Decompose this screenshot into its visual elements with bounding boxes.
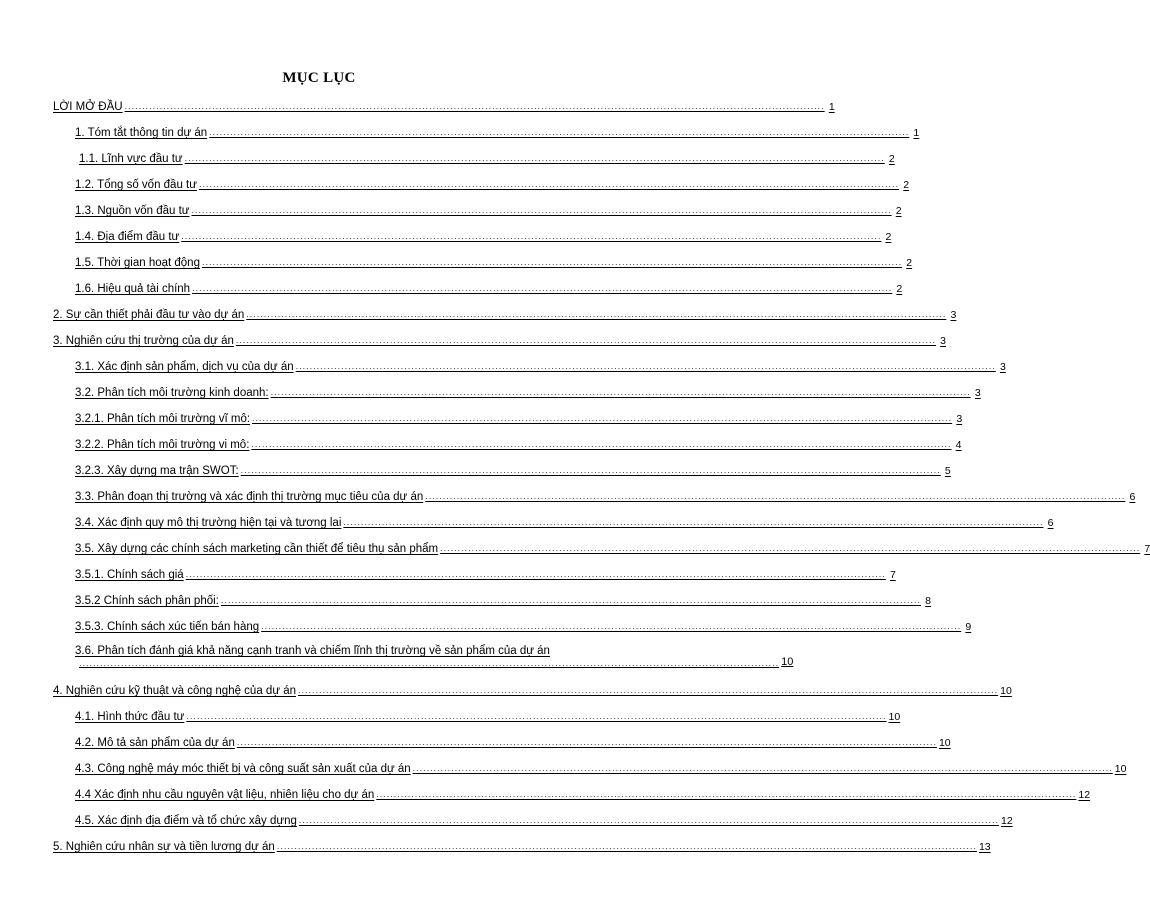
leader-dots: ........................................................................................................................................................................................................ bbox=[185, 569, 886, 579]
toc-entry-3-6-continuation[interactable] bbox=[79, 654, 794, 668]
leader-dots: ........................................................................................................................................................................................................ bbox=[220, 595, 921, 605]
toc-entry-loi-mo-dau[interactable] bbox=[53, 96, 835, 114]
toc-entry-text: 1.3. Nguồn vốn đầu tư bbox=[75, 205, 190, 217]
leader-dots: ........................................................................................................................................................................................................ bbox=[235, 335, 936, 345]
leader-dots: ........................................................................................................................................................................................................ bbox=[184, 153, 885, 163]
toc-entry-text: 3.2.1. Phân tích môi trường vĩ mô: bbox=[75, 413, 251, 425]
toc-entry-text: 4. Nghiên cứu kỹ thuật và công nghệ của dự án bbox=[53, 685, 296, 697]
toc-entry-page: 13 bbox=[978, 841, 991, 853]
leader-dots: ........................................................................................................................................................................................................ bbox=[236, 737, 937, 747]
toc-entry-text: 4.3. Công nghệ máy móc thiết bị và công suất sản xuất của dự án bbox=[75, 763, 411, 775]
leader-dots: ........................................................................................................................................................................................................ bbox=[251, 439, 952, 449]
leader-dots: ........................................................................................................................................................................................................ bbox=[79, 658, 780, 668]
toc-entry-text: 1.4. Địa điểm đầu tư bbox=[75, 231, 180, 243]
leader-dots: ........................................................................................................................................................................................................ bbox=[186, 711, 887, 721]
toc-entry-text: 2. Sự cần thiết phải đầu tư vào dự án bbox=[53, 309, 245, 321]
toc-entry-page: 2 bbox=[896, 283, 903, 295]
toc-entry-text: LỜI MỞ ĐẦU bbox=[53, 101, 123, 113]
toc-entry-page: 10 bbox=[938, 737, 951, 749]
toc-entry-text: 4.2. Mô tả sản phẩm của dự án bbox=[75, 737, 235, 749]
leader-dots: ........................................................................................................................................................................................................ bbox=[276, 841, 977, 851]
leader-dots: ........................................................................................................................................................................................................ bbox=[192, 283, 893, 293]
toc-entry-page: 10 bbox=[888, 711, 901, 723]
toc-entry-page: 2 bbox=[903, 179, 910, 191]
toc-entry-page: 5 bbox=[944, 465, 951, 477]
toc-entry-3-5-1[interactable] bbox=[75, 564, 896, 582]
toc-entry-text: 3.2. Phân tích môi trường kinh doanh: bbox=[75, 387, 269, 399]
toc-entry-page: 7 bbox=[889, 569, 896, 581]
toc-entry-1[interactable] bbox=[75, 122, 920, 140]
toc-entry-text: 3.5. Xây dựng các chính sách marketing cần thiết để tiêu thụ sản phẩm bbox=[75, 543, 439, 555]
toc-entry-2[interactable] bbox=[53, 304, 957, 322]
toc-entry-3[interactable] bbox=[53, 330, 946, 348]
toc-entry-page: 10 bbox=[1114, 763, 1127, 775]
toc-entry-text: 1.1. Lĩnh vực đầu tư bbox=[79, 153, 183, 165]
leader-dots: ........................................................................................................................................................................................................ bbox=[252, 413, 953, 423]
toc-entry-text: 3.5.1. Chính sách giá bbox=[75, 569, 184, 581]
toc-entry-page: 2 bbox=[888, 153, 895, 165]
toc-entry-text: 4.1. Hình thức đầu tư bbox=[75, 711, 185, 723]
toc-entry-4[interactable] bbox=[53, 680, 1012, 698]
toc-entry-page: 3 bbox=[974, 387, 981, 399]
toc-entry-3-5-2[interactable] bbox=[75, 590, 931, 608]
toc-entry-page: 3 bbox=[950, 309, 957, 321]
toc-entry-page: 8 bbox=[925, 595, 931, 607]
toc-entry-page: 10 bbox=[1000, 685, 1012, 697]
leader-dots: ........................................................................................................................................................................................................ bbox=[440, 543, 1141, 553]
toc-entry-4-3[interactable] bbox=[75, 758, 1127, 776]
toc-entry-5[interactable] bbox=[53, 836, 991, 854]
toc-entry-3-4[interactable] bbox=[75, 512, 1054, 530]
toc-entry-3-2-3[interactable] bbox=[75, 460, 951, 478]
toc-entry-page: 3 bbox=[940, 335, 946, 347]
toc-entry-page: 12 bbox=[1078, 789, 1091, 801]
toc-entry-text: 3. Nghiên cứu thị trường của dự án bbox=[53, 335, 234, 347]
toc-entry-text: 3.5.2 Chính sách phân phối: bbox=[75, 595, 219, 607]
toc-entry-text: 1.6. Hiệu quả tài chính bbox=[75, 283, 191, 295]
toc-entry-1-2[interactable] bbox=[75, 174, 910, 192]
leader-dots: ........................................................................................................................................................................................................ bbox=[298, 685, 999, 695]
toc-entry-text: 3.5.3. Chính sách xúc tiến bán hàng bbox=[75, 621, 260, 633]
leader-dots: ........................................................................................................................................................................................................ bbox=[246, 309, 947, 319]
toc-entry-text: 3.2.3. Xây dựng ma trận SWOT: bbox=[75, 465, 239, 477]
toc-entry-page: 3 bbox=[999, 361, 1006, 373]
toc-entry-3-2[interactable] bbox=[75, 382, 981, 400]
toc-entry-1-4[interactable] bbox=[75, 226, 892, 244]
toc-entry-text: 3.1. Xác định sản phẩm, dịch vụ của dự án bbox=[75, 361, 294, 373]
leader-dots: ........................................................................................................................................................................................................ bbox=[425, 491, 1126, 501]
toc-entry-1-5[interactable] bbox=[75, 252, 913, 270]
toc-entry-3-5[interactable] bbox=[75, 538, 1150, 556]
leader-dots: ........................................................................................................................................................................................................ bbox=[209, 127, 910, 137]
toc-entry-page: 4 bbox=[955, 439, 962, 451]
toc-entry-text: 3.4. Xác định quy mô thị trường hiện tại và tương lai bbox=[75, 517, 342, 529]
toc-entry-4-5[interactable] bbox=[75, 810, 1013, 828]
toc-entry-page: 2 bbox=[906, 257, 913, 269]
toc-entry-text: 4.5. Xác định địa điểm và tổ chức xây dựng bbox=[75, 815, 297, 827]
toc-entry-3-2-2[interactable] bbox=[75, 434, 962, 452]
toc-entry-text: 1.2. Tổng số vốn đầu tư bbox=[75, 179, 197, 191]
toc-entry-text: 1. Tóm tắt thông tin dự án bbox=[75, 127, 208, 139]
toc-entry-page: 2 bbox=[885, 231, 892, 243]
leader-dots: ........................................................................................................................................................................................................ bbox=[343, 517, 1044, 527]
toc-entry-page: 1 bbox=[913, 127, 920, 139]
toc-entry-3-1[interactable] bbox=[75, 356, 1006, 374]
toc-entry-text: 5. Nghiên cứu nhân sự và tiền lương dự án bbox=[53, 841, 275, 853]
toc-entry-3-5-3[interactable] bbox=[75, 616, 972, 634]
toc-entry-4-4[interactable] bbox=[75, 784, 1091, 802]
toc-entry-page: 1 bbox=[828, 101, 835, 113]
toc-entry-text: 3.3. Phân đoạn thị trường và xác định thị trường mục tiêu của dự án bbox=[75, 491, 424, 503]
leader-dots: ........................................................................................................................................................................................................ bbox=[240, 465, 941, 475]
toc-entry-page: 3 bbox=[956, 413, 963, 425]
leader-dots: ........................................................................................................................................................................................................ bbox=[376, 789, 1077, 799]
leader-dots: ........................................................................................................................................................................................................ bbox=[198, 179, 900, 189]
toc-entry-page: 7 bbox=[1144, 543, 1150, 555]
leader-dots: ........................................................................................................................................................................................................ bbox=[412, 763, 1113, 773]
page-title: MỤC LỤC bbox=[282, 70, 356, 86]
toc-entry-3-3[interactable] bbox=[75, 486, 1136, 504]
leader-dots: ........................................................................................................................................................................................................ bbox=[181, 231, 882, 241]
toc-entry-4-1[interactable] bbox=[75, 706, 901, 724]
toc-entry-1-3[interactable] bbox=[75, 200, 902, 218]
leader-dots: ........................................................................................................................................................................................................ bbox=[270, 387, 971, 397]
toc-entry-page: 6 bbox=[1047, 517, 1054, 529]
toc-entry-text: 3.6. Phân tích đánh giá khả năng cạnh tranh và chiếm lĩnh thị trường về sản phẩm của dự án bbox=[75, 645, 550, 657]
toc-entry-page: 6 bbox=[1129, 491, 1136, 503]
leader-dots: ........................................................................................................................................................................................................ bbox=[261, 621, 962, 631]
toc-entry-1-1[interactable] bbox=[79, 148, 895, 166]
leader-dots: ........................................................................................................................................................................................................ bbox=[295, 361, 996, 371]
leader-dots: ........................................................................................................................................................................................................ bbox=[191, 205, 892, 215]
toc-entry-page: 12 bbox=[1001, 815, 1013, 827]
leader-dots: ........................................................................................................................................................................................................ bbox=[298, 815, 999, 825]
toc-entry-page: 2 bbox=[895, 205, 902, 217]
toc-entry-text: 1.5. Thời gian hoạt động bbox=[75, 257, 200, 269]
toc-entry-page: 9 bbox=[965, 621, 972, 633]
toc-entry-text: 4.4 Xác định nhu cầu nguyên vật liệu, nhiên liệu cho dự án bbox=[75, 789, 375, 801]
leader-dots: ........................................................................................................................................................................................................ bbox=[201, 257, 903, 267]
toc-entry-4-2[interactable] bbox=[75, 732, 951, 750]
toc-entry-1-6[interactable] bbox=[75, 278, 903, 296]
toc-entry-page: 10 bbox=[781, 656, 794, 668]
toc-entry-text: 3.2.2. Phân tích môi trường vi mô: bbox=[75, 439, 250, 451]
leader-dots: ........................................................................................................................................................................................................ bbox=[124, 101, 825, 111]
toc-entry-3-2-1[interactable] bbox=[75, 408, 963, 426]
